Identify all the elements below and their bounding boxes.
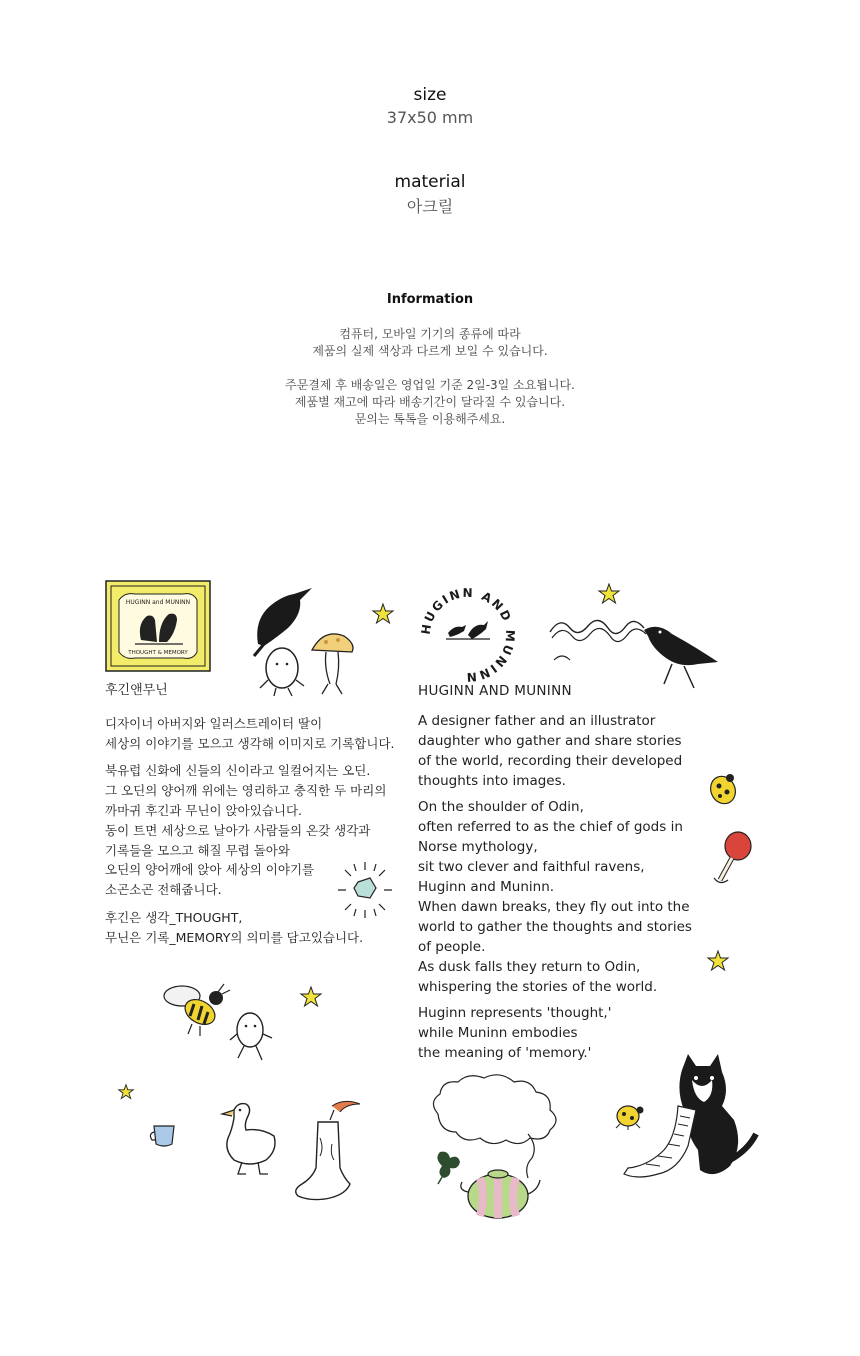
- english-p3-line: while Muninn embodies: [418, 1025, 578, 1041]
- english-description: [418, 681, 738, 1063]
- star-icon: [598, 583, 620, 605]
- info-line: 컴퓨터, 모바일 기기의 종류에 따라: [339, 327, 521, 341]
- ladybug-icon: [706, 770, 740, 806]
- english-p2-line: of people.: [418, 939, 486, 955]
- material-value: 아크릴: [406, 197, 454, 216]
- korean-p2-line: 북유럽 신화에 신들의 신이라고 일컬어지는 오딘.: [105, 763, 371, 779]
- crow-egg-mushroom-illustration: [240, 584, 370, 696]
- english-p1-line: of the world, recording their developed: [418, 753, 683, 769]
- size-value: 37x50 mm: [386, 108, 474, 127]
- korean-p2-line: 기록들을 모으고 해질 무렵 돌아와: [105, 842, 290, 858]
- star-icon: [372, 603, 394, 625]
- korean-p1-line: 세상의 이야기를 모으고 생각해 이미지로 기록합니다.: [105, 735, 395, 751]
- korean-p3-line: 후긴은 생각_THOUGHT,: [105, 909, 243, 925]
- english-p2-line: When dawn breaks, they fly out into the: [418, 899, 690, 915]
- star-icon: [707, 950, 729, 972]
- sparkle-gem-icon: [336, 860, 394, 920]
- star-icon: [118, 1084, 134, 1100]
- korean-p3-line: 무닌은 기록_MEMORY의 의미를 담고있습니다.: [105, 929, 364, 945]
- english-p2-line: world to gather the thoughts and stories: [418, 919, 692, 935]
- english-p2-line: As dusk falls they return to Odin,: [418, 959, 641, 975]
- badge-bottom-text: THOUGHT & MEMORY: [128, 650, 188, 656]
- huginn-muninn-badge: [105, 580, 211, 672]
- walking-egg-illustration: [228, 1008, 274, 1062]
- duck-illustration: [220, 1100, 282, 1178]
- huginn-muninn-circle-logo: [418, 585, 518, 685]
- english-p2-line: Huginn and Muninn.: [418, 879, 555, 895]
- english-p3-line: Huginn represents 'thought,': [418, 1005, 612, 1021]
- maraca-icon: [712, 830, 754, 888]
- english-p2-line: whispering the stories of the world.: [418, 979, 658, 995]
- circle-logo-text: HUGINN AND MUNINN: [418, 585, 518, 685]
- english-p2-line: On the shoulder of Odin,: [418, 799, 584, 815]
- cup-icon: [148, 1122, 182, 1148]
- info-line: 주문결제 후 배송일은 영업일 기준 2일-3일 소요됩니다.: [285, 378, 575, 392]
- size-label: size: [413, 85, 447, 105]
- bee-illustration: [160, 980, 236, 1038]
- info-line: 제품의 실제 색상과 다르게 보일 수 있습니다.: [312, 344, 548, 358]
- english-title: HUGINN AND MUNINN: [418, 683, 572, 699]
- svg-text:HUGINN AND MUNINN: [419, 586, 518, 684]
- english-p1-line: A designer father and an illustrator: [418, 713, 656, 729]
- information-title: Information: [386, 292, 474, 307]
- english-p1-line: daughter who gather and share stories: [418, 733, 682, 749]
- badge-top-text: HUGINN and MUNINN: [125, 599, 191, 606]
- korean-p2-line: 까마귀 후긴과 무닌이 앉아있습니다.: [105, 802, 303, 818]
- cloud-teapot-illustration: [428, 1074, 568, 1220]
- cat-scroll-illustration: [618, 1050, 758, 1190]
- candle-illustration: [290, 1098, 362, 1204]
- star-icon: [300, 986, 322, 1008]
- english-p3-line: the meaning of 'memory.': [418, 1045, 592, 1061]
- korean-p2-line: 그 오딘의 양어깨 위에는 영리하고 충직한 두 마리의: [105, 783, 387, 799]
- english-p2-line: Norse mythology,: [418, 839, 538, 855]
- english-p1-line: thoughts into images.: [418, 773, 566, 789]
- korean-title: 후긴앤무닌: [105, 683, 168, 698]
- korean-p1-line: 디자이너 아버지와 일러스트레이터 딸이: [105, 715, 323, 731]
- english-p2-line: often referred to as the chief of gods in: [418, 819, 683, 835]
- info-line: 문의는 톡톡을 이용해주세요.: [354, 412, 506, 426]
- korean-p2-line: 소곤소곤 전해줍니다.: [105, 882, 222, 898]
- korean-p2-line: 동이 트면 세상으로 날아가 사람들의 온갖 생각과: [105, 822, 371, 838]
- material-label: material: [394, 172, 466, 192]
- info-line: 제품별 재고에 따라 배송기간이 달라질 수 있습니다.: [294, 395, 566, 409]
- english-p2-line: sit two clever and faithful ravens,: [418, 859, 645, 875]
- korean-p2-line: 오딘의 양어깨에 앉아 세상의 이야기를: [105, 862, 315, 878]
